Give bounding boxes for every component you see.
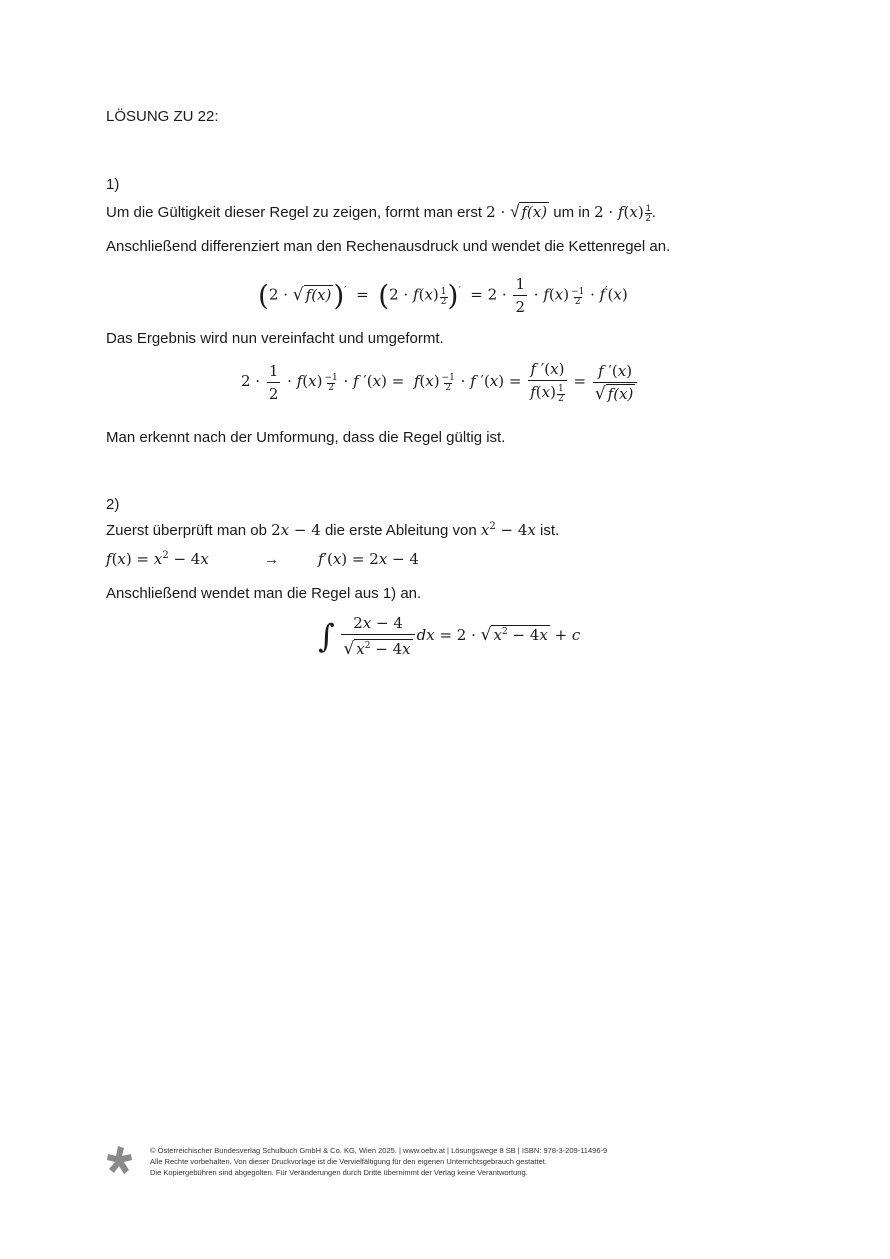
publisher-logo-icon	[104, 1144, 136, 1176]
footer-line2: Alle Rechte vorbehalten. Von dieser Druckvorlage ist die Vervielfältigung für den eigenen Unterrichtsgebrauch gestattet.	[150, 1157, 547, 1166]
footer-line1: © Österreichischer Bundesverlag Schulbuch GmbH & Co. KG, Wien 2025. | www.oebv.at | Lösungswege 8 SB | ISBN: 978-3-209-11496-9	[150, 1146, 608, 1155]
arrow: →	[264, 551, 279, 568]
part2-line3: Anschließend wendet man die Regel aus 1) an.	[106, 585, 422, 602]
part2-line1: Zuerst überprüft man ob 2x − 4 die erste Ableitung von $x^2 - 4x$ ist.	[106, 521, 560, 539]
function-equation: $f(x) = x^2 - 4x$	[106, 550, 209, 568]
footer-line3: Die Kopiergebühren sind abgegolten. Für Veränderungen durch Dritte übernimmt der Verlag keine Verantwortung.	[150, 1168, 528, 1177]
integral-equation: ∫ $\frac{2x - 4}{√ x^2 - 4x}$ dx = 2 · √ $x^2 - 4x + c$	[318, 614, 581, 659]
solution-heading: LÖSUNG ZU 22:	[106, 108, 219, 125]
part1-line2: Anschließend differenziert man den Rechenausdruck und wendet die Kettenregel an.	[106, 238, 671, 255]
simplification-equation: 2 · $\frac{1}{2}$ · f(x) $\frac{-1}{2}$ · f ′(x) = f(x) $\frac{-1}{2}$ · f ′(x) = f ′(x) f(x) $\frac{1}{2}$ = $\frac{f '(x)}{√ f(x)}$	[241, 360, 639, 404]
part1-line1: Um die Gültigkeit dieser Regel zu zeigen, formt man erst 2 · √ f(x) um in 2 · f(x) $\frac{1}{2}$ .	[106, 202, 656, 223]
footer	[150, 1145, 607, 1178]
derivative-equation: (2 · √ f(x))′ = (2 · f(x) $\frac{1}{2}$ )′ = 2 · $\frac{1}{2}$ · f(x) $\frac{-1}{2}$ · f′(x)	[258, 275, 628, 316]
part2-label: 2)	[106, 496, 120, 513]
part1-line3: Das Ergebnis wird nun vereinfacht und umgeformt.	[106, 330, 444, 347]
part1-label: 1)	[106, 176, 120, 193]
derivative-result: f′(x) = 2x − 4	[318, 550, 419, 568]
part1-line4: Man erkennt nach der Umformung, dass die Regel gültig ist.	[106, 429, 506, 446]
